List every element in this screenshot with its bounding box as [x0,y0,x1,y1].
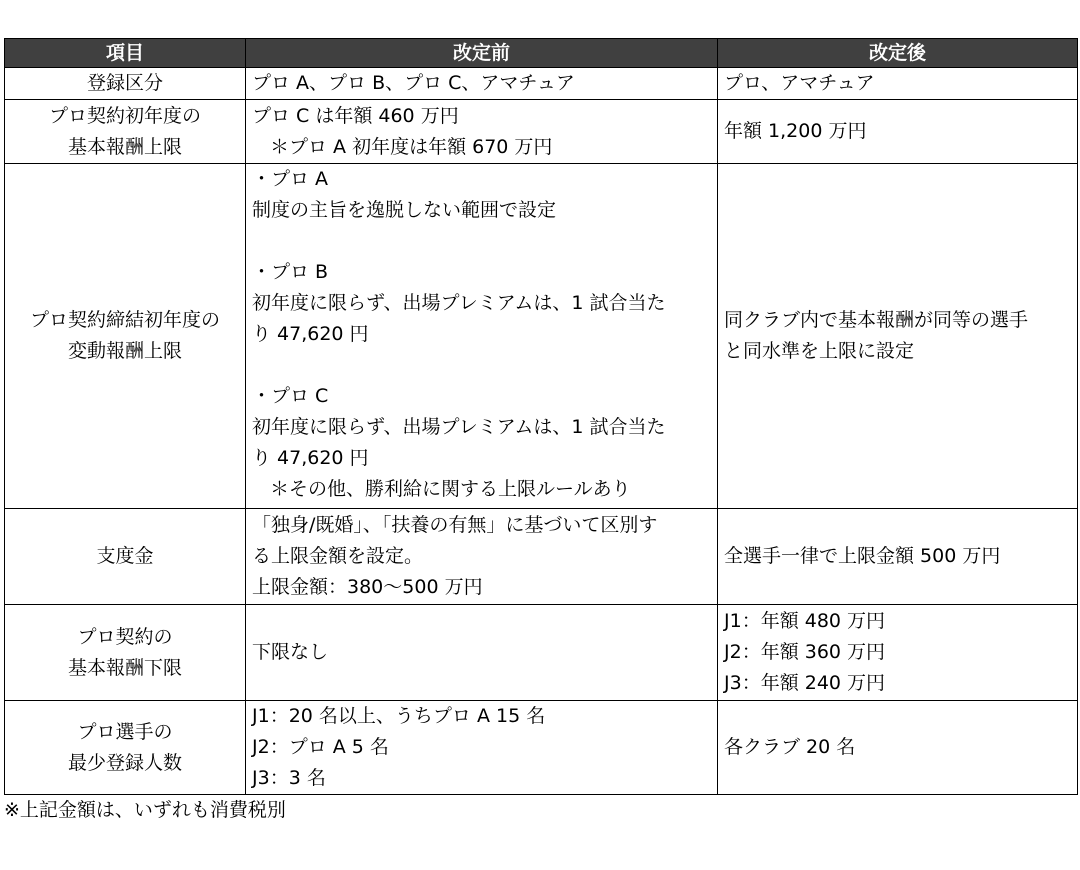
row-item-cell [5,605,246,701]
row-item-label: プロ選手の [77,720,173,743]
table-row [5,164,1078,509]
row-item-label: 最少登録人数 [67,751,182,774]
table-row [5,68,1078,100]
row-before-text: プロ C は年額 460 万円 [252,104,459,127]
row-item-label: プロ契約締結初年度の [29,309,220,331]
row-before-spacer [252,350,711,381]
table-row [5,509,1078,605]
row-after-text: 年額 1,200 万円 [724,120,867,142]
row-before-text: る上限金額を設定。 [252,545,424,567]
row-before-cell [246,605,718,701]
row-after-text: と同水準を上限に設定 [724,340,915,362]
row-before-text: り 47,620 円 [252,323,369,345]
table-row [5,100,1078,164]
row-item-cell [5,164,246,509]
row-before-text: J1：20 名以上、うちプロ A 15 名 [252,705,546,727]
row-before-text: 初年度に限らず、出場プレミアムは、1 試合当た [252,292,666,314]
row-after-text: プロ、アマチュア [724,72,875,94]
row-item-cell [5,100,246,164]
row-before-text: 上限金額：380～500 万円 [252,576,483,598]
row-before-cell [246,100,718,164]
table-row [5,701,1078,795]
row-before-spacer [252,226,711,257]
row-before-text: 下限なし [252,641,329,663]
row-before-note: ＊その他、勝利給に関する上限ルールあり [270,478,631,500]
row-before-text: り 47,620 円 [252,447,369,469]
row-item-cell [5,701,246,795]
row-after-cell [718,100,1078,164]
row-before-note: ＊プロ A 初年度は年額 670 万円 [270,135,553,158]
rules-comparison-table [4,38,1078,795]
row-before-text: ・プロ A [252,168,329,190]
row-item-cell [5,509,246,605]
row-after-text: J3：年額 240 万円 [724,672,886,694]
row-after-text: 同クラブ内で基本報酬が同等の選手 [724,309,1029,331]
row-before-text: 初年度に限らず、出場プレミアムは、1 試合当た [252,416,666,438]
row-item-label: プロ契約の [77,625,173,648]
row-before-cell [246,164,718,509]
row-item-label: 登録区分 [86,72,163,94]
row-after-cell [718,509,1078,605]
row-after-cell [718,164,1078,509]
row-before-cell [246,68,718,100]
row-before-text: 制度の主旨を逸脱しない範囲で設定 [252,199,557,221]
table-header-row [5,39,1078,68]
row-before-text: ・プロ B [252,261,329,283]
row-item-label: 基本報酬下限 [67,656,182,679]
tax-footnote: ※上記金額は、いずれも消費税別 [4,799,286,821]
row-after-text: J1：年額 480 万円 [724,610,886,632]
row-after-cell [718,605,1078,701]
row-after-cell [718,701,1078,795]
row-before-text: J3：3 名 [252,767,326,789]
row-item-label: 変動報酬上限 [67,340,182,362]
row-item-cell [5,68,246,100]
row-before-text: J2：プロ A 5 名 [252,736,389,758]
row-before-cell [246,701,718,795]
row-before-text: ・プロ C [252,385,329,407]
row-before-text: 「独身/既婚」、「扶養の有無」に基づいて区別す [252,514,658,536]
row-after-text: J2：年額 360 万円 [724,641,886,663]
row-item-label: プロ契約初年度の [48,104,201,127]
row-after-text: 全選手一律で上限金額 500 万円 [724,545,1001,567]
row-before-text: プロ A、プロ B、プロ C、アマチュア [252,72,575,94]
header-item: 項目 [5,39,246,68]
row-after-text: 各クラブ 20 名 [724,736,856,758]
header-after: 改定後 [718,39,1078,68]
row-after-cell [718,68,1078,100]
header-before: 改定前 [246,39,718,68]
table-row [5,605,1078,701]
row-item-label: 基本報酬上限 [67,135,182,158]
row-before-cell [246,509,718,605]
row-item-label: 支度金 [96,545,154,567]
